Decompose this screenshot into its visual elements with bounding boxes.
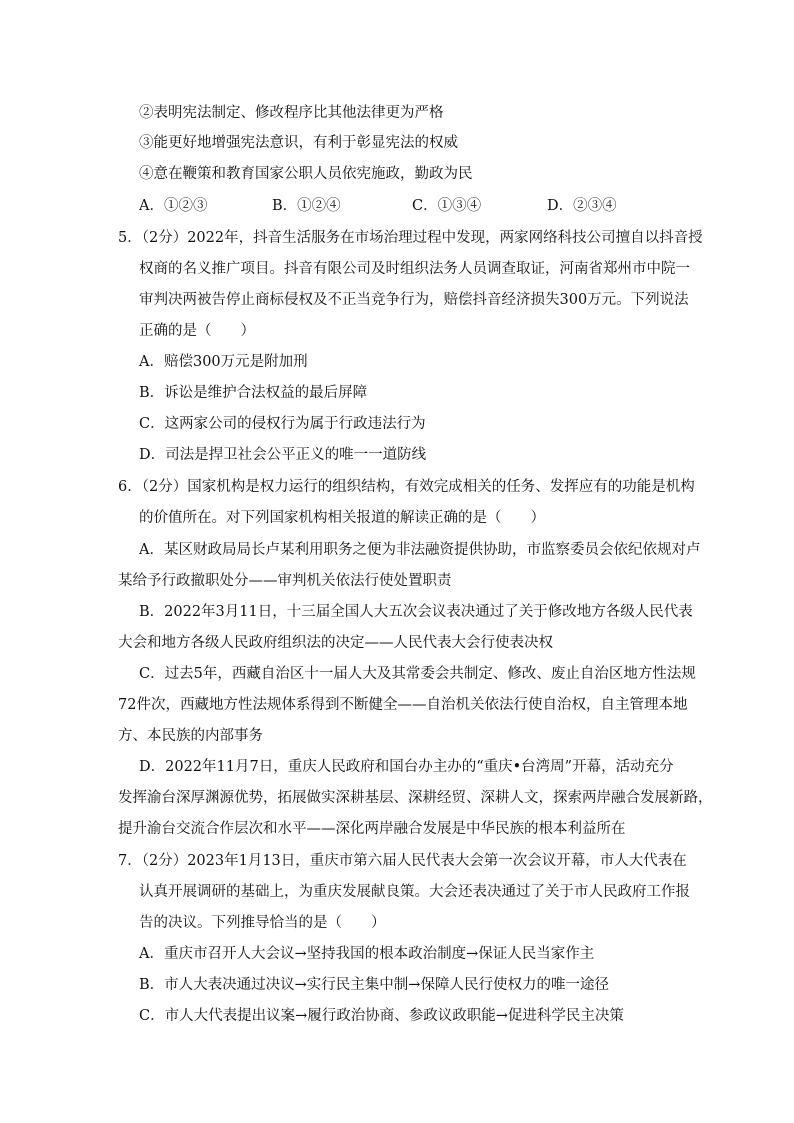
q5-option-b[interactable]: B．诉讼是维护合法权益的最后屏障 (139, 385, 368, 401)
q7-stem-line-3: 告的决议。下列推导恰当的是（ ） (139, 915, 386, 931)
q5-stem-line-1: 5．（2分）2022年，抖音生活服务在市场治理过程中发现，两家网络科技公司擅自以抖音授 (118, 230, 703, 246)
q5-stem-line-3: 审判决两被告停止商标侵权及不正当竞争行为，赔偿抖音经济损失300万元。下列说法 (139, 292, 689, 308)
q5-stem-line-4: 正确的是（ ） (139, 323, 255, 339)
q6-option-d-line-2: 发挥渝台深厚渊源优势，拓展做实深耕基层、深耕经贸、深耕人文，探索两岸融合发展新路， (118, 790, 713, 806)
option-c[interactable]: C．①③④ (412, 198, 482, 214)
q7-option-a[interactable]: A．重庆市召开人大会议→坚持我国的根本政治制度→保证人民当家作主 (139, 946, 595, 962)
q5-option-c[interactable]: C．这两家公司的侵权行为属于行政违法行为 (139, 416, 426, 432)
q5-stem-line-2: 权商的名义推广项目。抖音有限公司及时组织法务人员调查取证，河南省郑州市中院一 (139, 261, 690, 277)
q6-stem-line-2: 的价值所在。对下列国家机构相关报道的解读正确的是（ ） (139, 510, 545, 526)
q6-option-a-line-1[interactable]: A．某区财政局局长卢某利用职务之便为非法融资提供协助，市监察委员会依纪依规对卢 (139, 542, 701, 558)
answer-options-row (139, 196, 659, 216)
statement-4: ④意在鞭策和教育国家公职人员依宪施政，勤政为民 (139, 166, 473, 182)
q6-option-d-line-3: 提升渝台交流合作层次和水平——深化两岸融合发展是中华民族的根本利益所在 (118, 821, 626, 837)
q5-option-a[interactable]: A．赔偿300万元是附加刑 (139, 354, 308, 370)
q6-option-a-line-2: 某给予行政撤职处分——审判机关依法行使处置职责 (118, 573, 452, 589)
q6-option-b-line-2: 大会和地方各级人民政府组织法的决定——人民代表大会行使表决权 (118, 635, 553, 651)
q7-option-b[interactable]: B．市人大表决通过决议→实行民主集中制→保障人民行使权力的唯一途径 (139, 977, 609, 993)
option-d[interactable]: D．②③④ (547, 198, 617, 214)
statement-3: ③能更好地增强宪法意识，有利于彰显宪法的权威 (139, 135, 458, 151)
option-b[interactable]: B．①②④ (272, 198, 341, 214)
q6-option-c-line-2: 72件次，西藏地方性法规体系得到不断健全——自治机关依法行使自治权，自主管理本地 (118, 697, 688, 713)
q6-option-c-line-1[interactable]: C．过去5年，西藏自治区十一届人大及其常委会共制定、修改、废止自治区地方性法规 (139, 666, 696, 682)
q6-option-c-line-3: 方、本民族的内部事务 (118, 728, 263, 744)
q7-stem-line-1: 7．（2分）2023年1月13日，重庆市第六届人民代表大会第一次会议开幕，市人大代表在 (118, 853, 687, 869)
q7-stem-line-2: 认真开展调研的基础上，为重庆发展献良策。大会还表决通过了关于市人民政府工作报 (139, 884, 690, 900)
q7-option-c[interactable]: C．市人大代表提出议案→履行政治协商、参政议政职能→促进科学民主决策 (139, 1008, 624, 1024)
q5-option-d[interactable]: D．司法是捍卫社会公平正义的唯一一道防线 (139, 447, 427, 463)
statement-2: ②表明宪法制定、修改程序比其他法律更为严格 (139, 105, 444, 121)
q6-stem-line-1: 6．（2分）国家机构是权力运行的组织结构，有效完成相关的任务、发挥应有的功能是机构 (118, 479, 695, 495)
q6-option-b-line-1[interactable]: B．2022年3月11日，十三届全国人大五次会议表决通过了关于修改地方各级人民代表 (139, 604, 693, 620)
q6-option-d-line-1[interactable]: D．2022年11月7日，重庆人民政府和国台办主办的“重庆•台湾周”开幕，活动充分 (139, 759, 674, 775)
option-a[interactable]: A．①②③ (139, 198, 208, 214)
